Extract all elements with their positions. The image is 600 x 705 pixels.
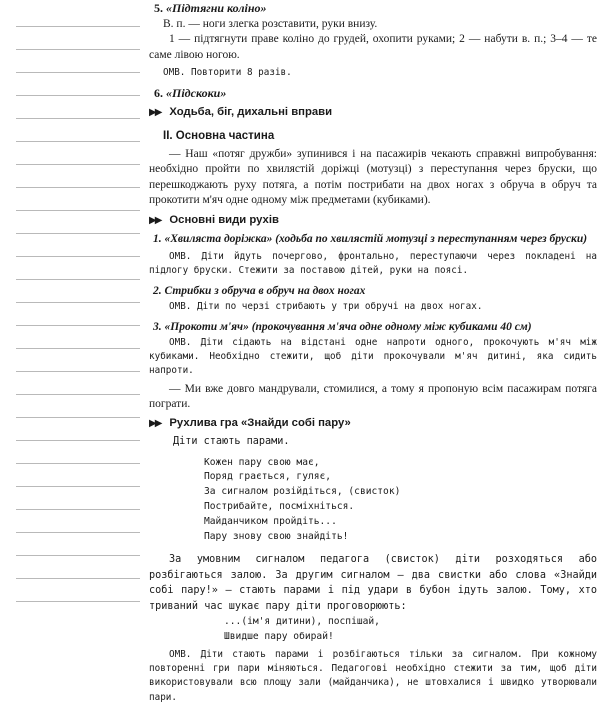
exercise-5-heading: 5. «Підтягни коліно» [154,1,267,15]
ruled-line [16,95,140,96]
double-arrow-icon: ▶▶ [149,215,161,227]
movement-2-note: ОМВ. Діти по черзі стрибають у три обручі на двох ногах. [169,300,483,312]
ruled-line [16,187,140,188]
ruled-line [16,486,140,487]
exercise-5-steps: 1 — підтягнути праве коліно до грудей, охопити руками; 2 — набути в. п.; 3–4 — те саме лівою ногою. [149,33,597,61]
walk-run-heading: ▶▶ Ходьба, біг, дихальні вправи [149,106,333,119]
ruled-line [16,302,140,303]
main-part-heading: ІІ. Основна частина [163,130,275,143]
movement-3-note: ОМВ. Діти сідають на відстані одне напроти одного, прокочують м'яч між кубиками. Необхідно стежити, щоб діти прокочували м'яч дитині, яка сидить напроти. [149,336,597,377]
ruled-line [16,348,140,349]
ruled-line [16,371,140,372]
ruled-line [16,72,140,73]
poem-line: Поряд грається, гуляє, [204,471,332,483]
ruled-line [16,463,140,464]
exercise-5-start: В. п. — ноги злегка розставити, руки внизу. [163,18,378,30]
ruled-line [16,601,140,602]
poem-line: За сигналом розійдіться, (свисток) [204,486,401,498]
rest-proposal: — Ми вже довго мандрували, стомилися, а тому я пропоную всім пасажирам потяга пограти. [149,382,597,410]
double-arrow-icon: ▶▶ [149,418,161,430]
game-heading: ▶▶ Рухлива гра «Знайди собі пару» [149,417,351,430]
ruled-line [16,118,140,119]
poem-line: Кожен пару свою має, [204,456,320,468]
ruled-line [16,256,140,257]
poem-line: Майданчиком пройдіть... [204,515,337,527]
poem-line: Пару знову свою знайдіть! [204,530,349,542]
movement-2-heading: 2. Стрибки з обруча в обруч на двох ногах [153,284,366,297]
movement-1-note: ОМВ. Діти йдуть почергово, фронтально, переступаючи через покладені на підлогу бруски. Стежити за поставою дітей, руки на поясі. [149,251,597,277]
ruled-line [16,164,140,165]
exercise-5-note: ОМВ. Повторити 8 разів. [163,66,292,78]
ruled-line [16,233,140,234]
ruled-line [16,141,140,142]
game-poem [204,456,597,545]
ruled-line [16,26,140,27]
ruled-line [16,532,140,533]
ruled-line [16,578,140,579]
ruled-line [16,210,140,211]
movement-1-heading: 1. «Хвиляста доріжка» (ходьба по хвилястій мотузці з переступанням через бруски) [153,233,588,246]
movement-3-heading: 3. «Прокоти м'яч» (прокочування м'яча одне одному між кубиками 40 см) [153,320,532,333]
ruled-line [16,325,140,326]
ruled-line [16,394,140,395]
game-chant [224,615,597,645]
main-part-intro: — Наш «потяг дружби» зупинився і на пасажирів чекають справжні випробування: необхідно пройти по хвилястій доріжці (мотузці) з переступання через бруски, що перешкоджають руху потяга, а потім пострибати на двох ногах з обруча в обруч та прокотити м'яч одне одному між предметами (кубиками). [149,148,597,206]
chant-line: Швидше пару обирай! [224,631,334,643]
game-intro: Діти стають парами. [173,436,290,448]
ruled-line [16,279,140,280]
double-arrow-icon: ▶▶ [149,107,161,119]
game-note: ОМВ. Діти стають парами і розбігаються тільки за сигналом. При кожному повторенні гри пари міняються. Педагогові необхідно стежити за тим, щоб діти використовували всю площу зали (майданчика), не штовхалися і швидко утворювали пари. [149,648,597,703]
page-content [149,0,597,703]
movements-heading: ▶▶ Основні види рухів [149,214,279,227]
ruled-margin [0,0,150,618]
poem-line: Пострибайте, посміхніться. [204,500,355,512]
ruled-line [16,440,140,441]
game-rules: За умовним сигналом педагога (свисток) діти розходяться або розбігаються залою. За другим сигналом — два свистки або слова «Знайди собі пару!» — стають парами і під удари в бубон ідуть залою. Тому, хто триваний час шукає пару діти проговорюють: [149,554,597,612]
ruled-line [16,417,140,418]
ruled-line [16,555,140,556]
ruled-line [16,49,140,50]
chant-line: ...(ім'я дитини), поспішай, [224,616,380,628]
exercise-6-heading: 6. «Підскоки» [154,86,227,101]
ruled-line [16,509,140,510]
